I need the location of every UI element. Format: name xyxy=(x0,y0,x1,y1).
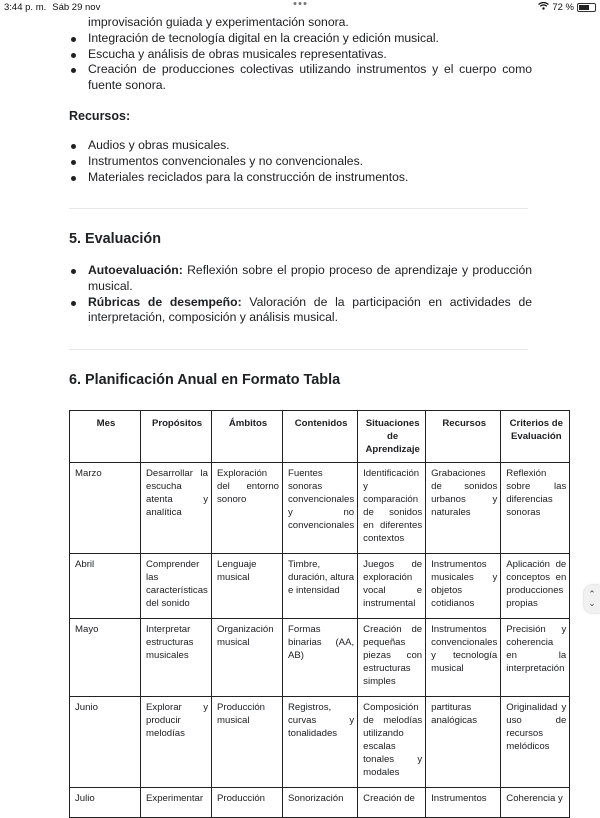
section-divider xyxy=(69,349,528,350)
column-header-contenidos: Contenidos xyxy=(283,411,358,463)
table-cell: Instrumentos xyxy=(426,788,501,818)
evaluacion-list xyxy=(88,263,532,326)
evaluacion-heading: 5. Evaluación xyxy=(69,231,161,247)
table-header-row xyxy=(70,411,570,463)
table-cell: Registros, curvas y tonalidades xyxy=(283,697,358,788)
status-bar xyxy=(0,0,600,14)
table-cell: Composición de melodías utilizando escalas tonales y modales xyxy=(358,697,426,788)
list-item-text: Valoración de la participación en actividades de interpretación, composición y análisis musical. xyxy=(88,294,533,325)
top-list xyxy=(88,15,532,94)
wifi-icon xyxy=(538,2,549,13)
scroll-chevrons-icon[interactable]: ⌃ ⌄ xyxy=(584,585,600,613)
table-cell: Exploración del entorno sonoro xyxy=(212,463,283,554)
table-row xyxy=(70,463,570,554)
table-cell: Experimentar xyxy=(141,788,212,818)
table-cell: Originalidad y uso de recursos melódicos xyxy=(501,697,570,788)
table-cell: Fuentes sonoras convencionales y no convencionales xyxy=(283,463,358,554)
list-item-bold: Autoevaluación: xyxy=(88,263,183,277)
list-item-bold: Rúbricas de desempeño: xyxy=(88,294,242,309)
multitasking-dots-icon[interactable] xyxy=(294,2,307,5)
planning-table xyxy=(69,410,570,818)
list-item: Integración de tecnología digital en la creación y edición musical. xyxy=(88,31,532,47)
list-item xyxy=(88,295,532,327)
table-cell: Instrumentos convencionales y tecnología musical xyxy=(426,619,501,697)
table-cell: Sonorización xyxy=(283,788,358,818)
list-item-text: Reflexión sobre el propio proceso de aprendizaje y producción musical. xyxy=(88,263,532,293)
list-item: Materiales reciclados para la construcción de instrumentos. xyxy=(88,170,532,186)
table-cell: Formas binarias (AA, AB) xyxy=(283,619,358,697)
table-cell: Precisión y coherencia en la interpretación xyxy=(501,619,570,697)
table-cell: Desarrollar la escucha atenta y analítica xyxy=(141,463,212,554)
table-cell: Identificación y comparación de sonidos en diferentes contextos xyxy=(358,463,426,554)
list-item: Creación de producciones colectivas utilizando instrumentos y el cuerpo como fuente sonora. xyxy=(88,62,532,93)
table-cell: Mayo xyxy=(70,619,141,697)
table-cell: Grabaciones de sonidos urbanos y naturales xyxy=(426,463,501,554)
table-cell: Creación de xyxy=(358,788,426,818)
status-time: 3:44 p. m. xyxy=(4,1,47,13)
table-cell: Juegos de exploración vocal e instrumental xyxy=(358,554,426,619)
table-cell: Interpretar estructuras musicales xyxy=(141,619,212,697)
status-date: Sáb 29 nov xyxy=(52,1,101,13)
table-row xyxy=(70,788,570,818)
table-cell: Producción musical xyxy=(212,697,283,788)
table-cell: Timbre, duración, altura e intensidad xyxy=(283,554,358,619)
table-row xyxy=(70,554,570,619)
table-row xyxy=(70,697,570,788)
table-cell: Comprender las características del sonido xyxy=(141,554,212,619)
table-cell: Reflexión sobre las diferencias sonoras xyxy=(501,463,570,554)
battery-icon xyxy=(577,3,596,12)
table-cell: Junio xyxy=(70,697,141,788)
table-cell: Creación de pequeñas piezas con estructuras simples xyxy=(358,619,426,697)
table-cell: Abril xyxy=(70,554,141,619)
table-cell: partituras analógicas xyxy=(426,697,501,788)
column-header-mes: Mes xyxy=(70,411,141,463)
battery-percent: 72 % xyxy=(552,1,574,13)
column-header-propositos: Propósitos xyxy=(141,411,212,463)
table-cell: Lenguaje musical xyxy=(212,554,283,619)
column-header-situaciones: Situaciones de Aprendizaje xyxy=(358,411,426,463)
table-cell: Julio xyxy=(70,788,141,818)
recursos-heading: Recursos: xyxy=(69,109,131,123)
table-cell: Instrumentos musicales y objetos cotidianos xyxy=(426,554,501,619)
recursos-list xyxy=(88,138,532,185)
table-cell: Explorar y producir melodías xyxy=(141,697,212,788)
table-cell: Organización musical xyxy=(212,619,283,697)
table-cell: Marzo xyxy=(70,463,141,554)
list-item: Audios y obras musicales. xyxy=(88,138,532,154)
section-divider xyxy=(69,208,528,209)
column-header-ambitos: Ámbitos xyxy=(212,411,283,463)
planificacion-heading: 6. Planificación Anual en Formato Tabla xyxy=(69,372,341,388)
column-header-criterios: Criterios de Evaluación xyxy=(501,411,570,463)
list-item: Escucha y análisis de obras musicales representativas. xyxy=(88,47,532,63)
column-header-recursos: Recursos xyxy=(426,411,501,463)
table-cell: Coherencia y xyxy=(501,788,570,818)
list-item: Instrumentos convencionales y no convencionales. xyxy=(88,154,532,170)
table-row xyxy=(70,619,570,697)
list-item xyxy=(88,263,532,295)
table-cell: Aplicación de conceptos en producciones propias xyxy=(501,554,570,619)
table-cell: Producción xyxy=(212,788,283,818)
list-item: improvisación guiada y experimentación sonora. xyxy=(88,15,349,29)
